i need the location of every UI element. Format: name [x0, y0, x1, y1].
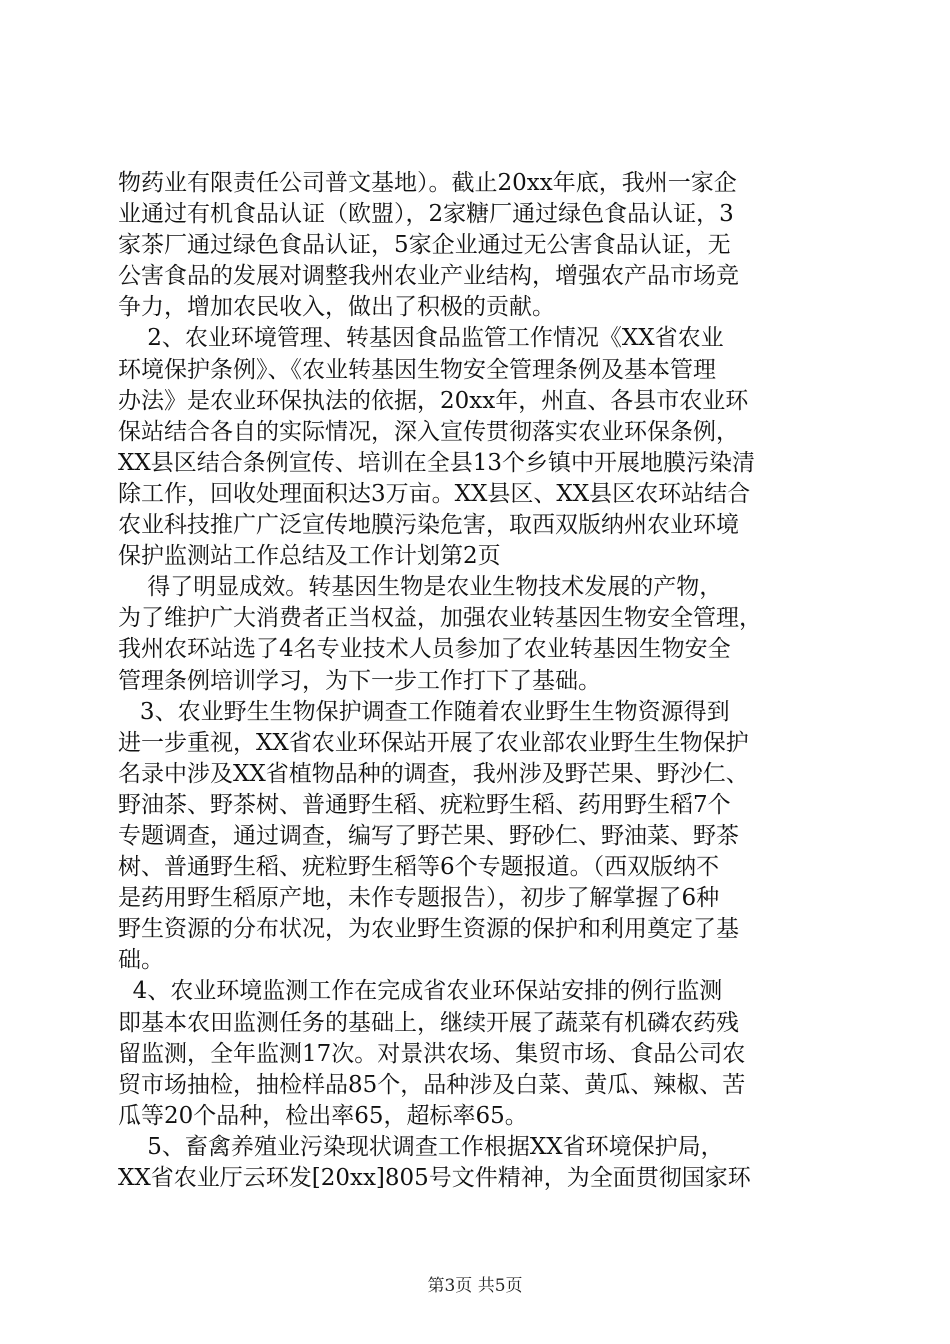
text-line: 即基本农田监测任务的基础上，继续开展了蔬菜有机磷农药残 [118, 1009, 739, 1036]
text-line: 环境保护条例》、《农业转基因生物安全管理条例及基本管理 [118, 356, 716, 383]
text-line: 4、农业环境监测工作在完成省农业环保站安排的例行监测 [118, 978, 723, 1005]
page-footer: 第3页 共5页 [427, 1276, 523, 1296]
text-line: 础。 [118, 947, 164, 974]
text-line: 公害食品的发展对调整我州农业产业结构，增强农产品市场竞 [118, 263, 739, 290]
text-line: 野油茶、野茶树、普通野生稻、疣粒野生稻、药用野生稻7个 [118, 791, 731, 818]
text-line: 争力，增加农民收入，做出了积极的贡献。 [118, 294, 555, 321]
text-line: 家茶厂通过绿色食品认证，5家企业通过无公害食品认证，无 [118, 232, 731, 259]
text-line: 是药用野生稻原产地，未作专题报告），初步了解掌握了6种 [118, 885, 720, 912]
text-line: 留监测，全年监测17次。对景洪农场、集贸市场、食品公司农 [118, 1040, 746, 1067]
text-line: 保护监测站工作总结及工作计划第2页 [118, 543, 501, 570]
text-line: 除工作，回收处理面积达3万亩。XX县区、XX县区农环站结合 [118, 480, 751, 507]
text-line: 进一步重视，XX省农业环保站开展了农业部农业野生生物保护 [118, 729, 749, 756]
text-line: XX县区结合条例宣传、培训在全县13个乡镇中开展地膜污染清 [118, 449, 756, 476]
text-line: XX省农业厅云环发[20xx]805号文件精神，为全面贯彻国家环 [118, 1165, 751, 1191]
text-line: 名录中涉及XX省植物品种的调查，我州涉及野芒果、野沙仁、 [118, 760, 749, 787]
text-line: 我州农环站选了4名专业技术人员参加了农业转基因生物安全 [118, 636, 731, 663]
text-line: 5、畜禽养殖业污染现状调查工作根据XX省环境保护局， [118, 1133, 724, 1160]
text-line: 为了维护广大消费者正当权益，加强农业转基因生物安全管理， [118, 605, 762, 632]
text-line: 保站结合各自的实际情况，深入宣传贯彻落实农业环保条例， [118, 418, 739, 445]
text-line: 专题调查，通过调查，编写了野芒果、野砂仁、野油菜、野茶 [118, 822, 739, 849]
text-line: 贸市场抽检，抽检样品85个，品种涉及白菜、黄瓜、辣椒、苦 [118, 1071, 746, 1098]
text-line: 业通过有机食品认证（欧盟），2家糖厂通过绿色食品认证，3 [118, 201, 734, 228]
text-line: 办法》是农业环保执法的依据，20xx年，州直、各县市农业环 [118, 387, 749, 414]
text-line: 瓜等20个品种，检出率65，超标率65。 [118, 1102, 528, 1129]
text-line: 管理条例培训学习，为下一步工作打下了基础。 [118, 667, 601, 694]
text-line: 树、普通野生稻、疣粒野生稻等6个专题报道。（西双版纳不 [118, 854, 720, 881]
document-body [118, 168, 838, 1194]
text-line: 物药业有限责任公司普文基地）。截止20xx年底，我州一家企 [118, 170, 737, 196]
text-line: 3、农业野生生物保护调查工作随着农业野生生物资源得到 [118, 698, 730, 725]
text-line: 2、农业环境管理、转基因食品监管工作情况《XX省农业 [118, 325, 724, 352]
text-line: 野生资源的分布状况，为农业野生资源的保护和利用奠定了基 [118, 916, 739, 943]
text-line: 农业科技推广广泛宣传地膜污染危害，取西双版纳州农业环境 [118, 512, 739, 539]
text-line: 得了明显成效。转基因生物是农业生物技术发展的产物， [118, 574, 723, 601]
